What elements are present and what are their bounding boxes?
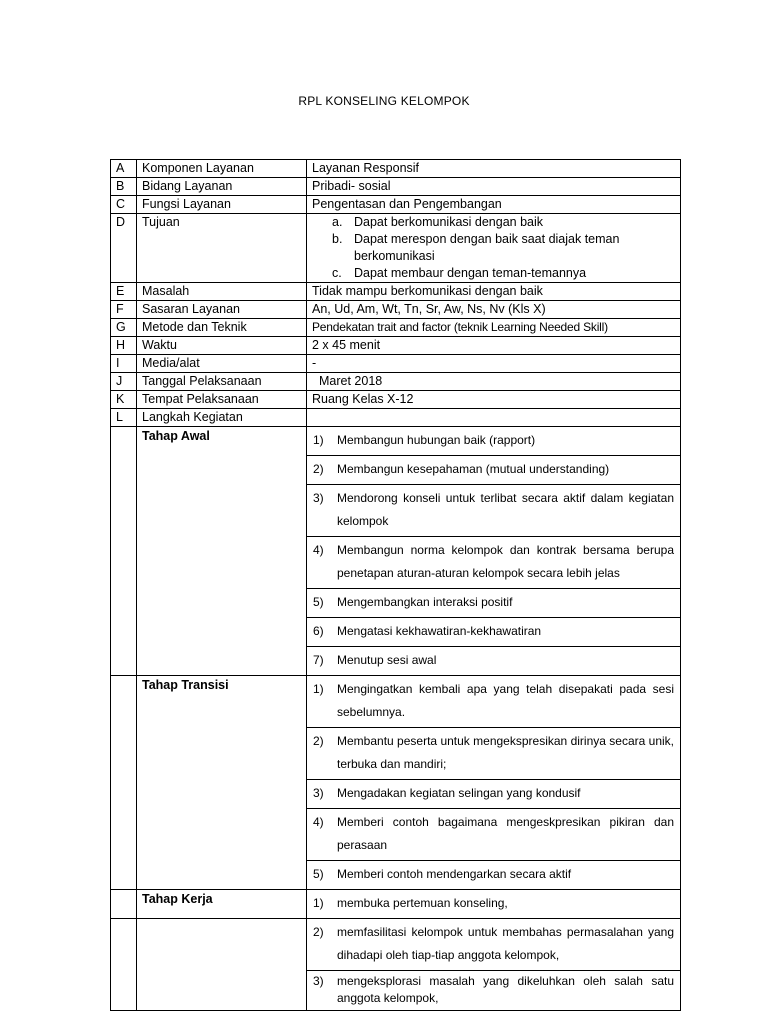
step-number: 3): [313, 491, 324, 505]
row-value: Pengentasan dan Pengembangan: [307, 196, 681, 214]
stage-name-cell: [137, 676, 307, 890]
row-value: Maret 2018: [307, 373, 681, 391]
empty-cell: [137, 919, 307, 1011]
row-label: Masalah: [137, 283, 307, 301]
step-item: [307, 861, 680, 889]
row-label: Tujuan: [137, 214, 307, 283]
step-number: 2): [313, 734, 324, 748]
row-value: Ruang Kelas X-12: [307, 391, 681, 409]
step-item: [307, 676, 680, 728]
list-item: [312, 231, 675, 265]
row-code: K: [111, 391, 137, 409]
step-number: 6): [313, 624, 324, 638]
step-text: Memberi contoh mendengarkan secara aktif: [337, 867, 572, 881]
row-value: An, Ud, Am, Wt, Tn, Sr, Aw, Ns, Nv (Kls X): [307, 301, 681, 319]
table-row: [111, 214, 681, 283]
row-code: I: [111, 355, 137, 373]
table-row: [111, 301, 681, 319]
rpl-table: [110, 159, 681, 1011]
step-item: [307, 618, 680, 647]
row-label: Langkah Kegiatan: [137, 409, 307, 427]
stage-steps: [307, 676, 681, 890]
step-item: [307, 971, 680, 1010]
row-value: Pendekatan trait and factor (teknik Learning Needed Skill): [307, 319, 681, 337]
row-code: A: [111, 160, 137, 178]
step-number: 1): [313, 682, 324, 696]
row-label: Sasaran Layanan: [137, 301, 307, 319]
stage-steps: [307, 427, 681, 676]
row-label: Fungsi Layanan: [137, 196, 307, 214]
stage-steps: [307, 890, 681, 919]
step-text: membuka pertemuan konseling,: [337, 896, 508, 910]
step-item: [307, 485, 680, 537]
row-value: [307, 409, 681, 427]
step-number: 1): [313, 896, 324, 910]
table-row: [111, 391, 681, 409]
row-value: -: [307, 355, 681, 373]
row-code: F: [111, 301, 137, 319]
step-number: 5): [313, 867, 324, 881]
stage-row: [111, 676, 681, 890]
tujuan-cell: [307, 214, 681, 283]
stage-steps: [307, 919, 681, 1011]
list-text: Dapat merespon dengan baik saat diajak teman berkomunikasi: [354, 232, 620, 263]
step-number: 4): [313, 815, 324, 829]
step-text: Mengingatkan kembali apa yang telah disepakati pada sesi sebelumnya.: [337, 682, 674, 719]
row-code: D: [111, 214, 137, 283]
stage-row: [111, 919, 681, 1011]
table-row: [111, 373, 681, 391]
step-item: [307, 728, 680, 780]
step-number: 2): [313, 462, 324, 476]
row-label: Tempat Pelaksanaan: [137, 391, 307, 409]
stage-name-cell: [137, 890, 307, 919]
step-text: Membangun kesepahaman (mutual understanding): [337, 462, 610, 476]
step-item: [307, 919, 680, 971]
step-number: 7): [313, 653, 324, 667]
stage-name: Tahap Kerja: [142, 892, 213, 906]
row-code: J: [111, 373, 137, 391]
table-row: [111, 355, 681, 373]
stage-name: Tahap Transisi: [142, 678, 229, 692]
step-text: Membantu peserta untuk mengekspresikan dirinya secara unik, terbuka dan mandiri;: [337, 734, 674, 771]
row-code: L: [111, 409, 137, 427]
step-item: [307, 589, 680, 618]
step-item: [307, 809, 680, 861]
row-value: Tidak mampu berkomunikasi dengan baik: [307, 283, 681, 301]
step-number: 3): [313, 974, 324, 988]
step-item: [307, 537, 680, 589]
step-number: 1): [313, 433, 324, 447]
row-label: Metode dan Teknik: [137, 319, 307, 337]
step-number: 3): [313, 786, 324, 800]
row-code: E: [111, 283, 137, 301]
empty-cell: [111, 919, 137, 1011]
stage-row: [111, 890, 681, 919]
step-text: Mendorong konseli untuk terlibat secara aktif dalam kegiatan kelompok: [337, 491, 674, 528]
empty-cell: [111, 676, 137, 890]
step-text: memfasilitasi kelompok untuk membahas permasalahan yang dihadapi oleh tiap-tiap anggota kelompok,: [337, 925, 674, 962]
step-text: Mengembangkan interaksi positif: [337, 595, 513, 609]
list-text: Dapat berkomunikasi dengan baik: [354, 215, 544, 229]
step-text: Menutup sesi awal: [337, 653, 437, 667]
row-value: Layanan Responsif: [307, 160, 681, 178]
step-text: Mengatasi kekhawatiran-kekhawatiran: [337, 624, 542, 638]
table-row: [111, 409, 681, 427]
list-item: [312, 265, 675, 282]
row-value: 2 x 45 menit: [307, 337, 681, 355]
table-row: [111, 283, 681, 301]
step-number: 2): [313, 925, 324, 939]
step-item: [307, 780, 680, 809]
row-label: Tanggal Pelaksanaan: [137, 373, 307, 391]
empty-cell: [111, 427, 137, 676]
tujuan-list: [312, 214, 675, 282]
table-row: [111, 178, 681, 196]
step-number: 5): [313, 595, 324, 609]
table-row: [111, 196, 681, 214]
list-item: [312, 214, 675, 231]
row-label: Waktu: [137, 337, 307, 355]
row-code: G: [111, 319, 137, 337]
table-row: [111, 337, 681, 355]
step-item: [307, 890, 680, 918]
step-item: [307, 427, 680, 456]
list-marker: b.: [332, 232, 343, 246]
step-text: Mengadakan kegiatan selingan yang kondusif: [337, 786, 581, 800]
row-label: Bidang Layanan: [137, 178, 307, 196]
row-code: H: [111, 337, 137, 355]
step-item: [307, 456, 680, 485]
row-code: B: [111, 178, 137, 196]
stage-name-cell: [137, 427, 307, 676]
list-text: Dapat membaur dengan teman-temannya: [354, 266, 587, 280]
document-title: RPL KONSELING KELOMPOK: [298, 94, 470, 108]
step-number: 4): [313, 543, 324, 557]
list-marker: a.: [332, 215, 343, 229]
empty-cell: [111, 890, 137, 919]
step-text: Membangun norma kelompok dan kontrak bersama berupa penetapan aturan-aturan kelompok secara lebih jelas: [337, 543, 674, 580]
step-text: Memberi contoh bagaimana mengeskpresikan pikiran dan perasaan: [337, 815, 674, 852]
step-text: Membangun hubungan baik (rapport): [337, 433, 536, 447]
row-label: Media/alat: [137, 355, 307, 373]
row-code: C: [111, 196, 137, 214]
list-marker: c.: [332, 266, 342, 280]
step-text: mengeksplorasi masalah yang dikeluhkan oleh salah satu anggota kelompok,: [337, 974, 674, 1005]
table-row: [111, 319, 681, 337]
table-row: [111, 160, 681, 178]
row-label: Komponen Layanan: [137, 160, 307, 178]
row-value: Pribadi- sosial: [307, 178, 681, 196]
stage-row: [111, 427, 681, 676]
stage-name: Tahap Awal: [142, 429, 210, 443]
step-item: [307, 647, 680, 675]
